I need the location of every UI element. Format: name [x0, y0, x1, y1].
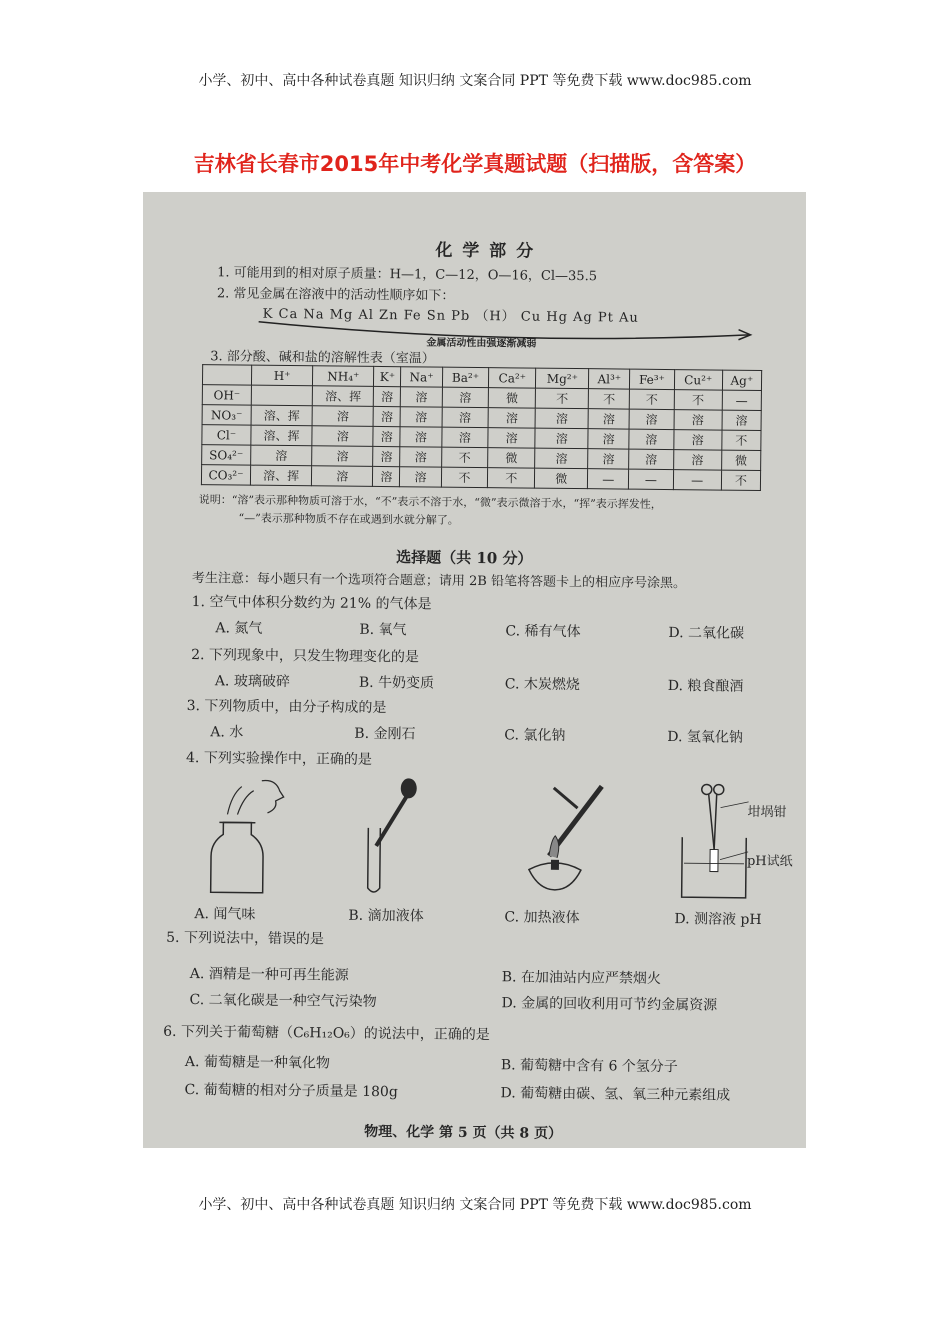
table-cell: 溶: [400, 447, 442, 467]
cation-header: Cu²⁺: [674, 370, 722, 391]
table-cell: 不: [721, 470, 760, 490]
section-title: 化 学 部 分: [435, 240, 536, 262]
option: C. 加热液体: [504, 909, 580, 927]
table-cell: 溶、挥: [251, 425, 312, 446]
option: B. 在加油站内应严禁烟火: [501, 969, 662, 987]
table-cell: —: [588, 469, 629, 489]
table-cell: 不: [441, 467, 488, 487]
smelling-bottle-illustration: [201, 774, 312, 900]
option: D. 测溶液 pH: [674, 911, 762, 929]
table-cell: 不: [488, 468, 535, 488]
table-cell: 溶: [373, 446, 400, 466]
question-stem: 5. 下列说法中，错误的是: [166, 929, 325, 948]
table-cell: 溶: [535, 448, 588, 469]
note-activity: 2. 常见金属在溶液中的活动性顺序如下：: [216, 286, 455, 304]
table-cell: 溶: [629, 409, 674, 429]
table-cell: 溶: [674, 430, 722, 451]
note-atomic-mass: 1. 可能用到的相对原子质量：H—1，C—12，O—16，Cl—35.5: [217, 265, 598, 285]
table-cell: 不: [441, 447, 488, 467]
table-cell: 微: [488, 388, 535, 408]
table-cell: 溶: [588, 449, 629, 469]
table-cell: 溶: [674, 410, 722, 431]
exam-notice: 考生注意：每小题只有一个选项符合题意；请用 2B 铅笔将答题卡上的相应序号涂黑。: [191, 571, 687, 592]
table-cell: [251, 385, 312, 406]
question-stem: 1. 空气中体积分数约为 21% 的气体是: [191, 594, 432, 613]
table-cell: 不: [722, 430, 761, 450]
table-cell: 溶: [400, 407, 442, 427]
activity-series: K Ca Na Mg Al Zn Fe Sn Pb （H） Cu Hg Ag Pt Au: [262, 306, 639, 326]
table-cell: 溶: [629, 429, 674, 449]
option: B. 金刚石: [354, 725, 416, 743]
table-cell: 溶: [400, 467, 442, 487]
dropper-illustration: [346, 776, 437, 902]
mc-heading: 选择题（共 10 分）: [396, 548, 533, 568]
question-stem: 2. 下列现象中，只发生物理变化的是: [191, 647, 420, 666]
table-cell: 溶: [442, 387, 489, 407]
table-cell: 溶: [535, 428, 588, 449]
ph-test-illustration: [676, 779, 757, 905]
anion-header: Cl⁻: [202, 425, 251, 446]
option: D. 粮食酿酒: [667, 678, 744, 695]
table-cell: 溶: [251, 445, 312, 466]
option: C. 葡萄糖的相对分子质量是 180g: [184, 1081, 398, 1101]
anion-header: CO₃²⁻: [201, 465, 250, 486]
table-cell: 溶: [373, 466, 400, 486]
option: A. 酒精是一种可再生能源: [189, 966, 349, 984]
option: C. 二氧化碳是一种空气污染物: [189, 992, 377, 1010]
question-stem: 6. 下列关于葡萄糖（C₆H₁₂O₆）的说法中，正确的是: [163, 1023, 490, 1044]
anion-header: NO₃⁻: [202, 405, 251, 426]
cation-header: Ca²⁺: [489, 368, 536, 388]
anion-header: OH⁻: [202, 385, 251, 406]
table-cell: 溶: [374, 386, 401, 406]
option: D. 二氧化碳: [668, 625, 745, 642]
table-cell: 溶: [535, 408, 588, 429]
table-note-1: 说明：“溶”表示那种物质可溶于水，“不”表示不溶于水，“微”表示微溶于水，“挥”表示挥发性，: [198, 493, 662, 511]
option: D. 金属的回收利用可节约金属资源: [501, 995, 718, 1014]
table-cell: 溶、挥: [251, 405, 312, 426]
table-cell: 微: [535, 468, 588, 489]
question-stem: 3. 下列物质中，由分子构成的是: [186, 697, 387, 717]
document-title: 吉林省长春市2015年中考化学真题试题（扫描版，含答案）: [193, 152, 757, 176]
table-cell: 溶: [373, 406, 400, 426]
table-cell: 不: [629, 389, 674, 409]
table-cell: 溶、挥: [312, 386, 373, 407]
cation-header: Na⁺: [401, 367, 443, 387]
option: C. 氯化钠: [504, 727, 566, 744]
option: A. 葡萄糖是一种氧化物: [184, 1053, 330, 1072]
label-ph-paper: pH试纸: [746, 853, 793, 870]
label-crucible-tongs: 坩埚钳: [747, 804, 787, 821]
table-cell: 溶: [312, 466, 373, 487]
table-cell: 微: [488, 448, 535, 468]
table-cell: —: [673, 470, 721, 491]
cation-header: Al³⁺: [589, 369, 630, 389]
option: A. 玻璃破碎: [214, 673, 290, 691]
table-cell: 溶: [373, 426, 400, 446]
page-number-footer: 物理、化学 第 5 页（共 8 页）: [364, 1123, 563, 1142]
table-cell: 溶: [312, 426, 373, 447]
table-cell: 不: [589, 389, 630, 409]
table-cell: 溶: [488, 428, 535, 448]
cation-header: K⁺: [374, 366, 401, 386]
option: C. 木炭燃烧: [504, 676, 581, 694]
option: B. 牛奶变质: [358, 674, 435, 692]
cation-header: Fe³⁺: [630, 369, 675, 389]
table-cell: 溶: [312, 406, 373, 427]
header-banner: 小学、初中、高中各种试卷真题 知识归纳 文案合同 PPT 等免费下载 www.doc985.com: [198, 73, 752, 89]
scanned-page: [143, 192, 806, 1148]
cation-header: H⁺: [251, 365, 312, 386]
option: A. 闻气味: [194, 906, 256, 923]
option: C. 稀有气体: [505, 623, 581, 641]
heating-liquid-illustration: [511, 777, 622, 903]
cation-header: Ag⁺: [722, 370, 761, 390]
option: B. 氧气: [359, 621, 407, 639]
table-cell: 溶、挥: [250, 465, 311, 486]
table-cell: 不: [674, 390, 722, 411]
note-solubility: 3. 部分酸、碱和盐的溶解性表（室温）: [210, 349, 435, 367]
option: D. 氢氧化钠: [667, 729, 744, 746]
table-cell: 微: [721, 450, 760, 470]
activity-caption: 金属活动性由强逐渐减弱: [426, 337, 537, 350]
table-cell: 溶: [442, 427, 489, 447]
cation-header: Mg²⁺: [536, 368, 589, 389]
table-cell: 溶: [629, 449, 674, 469]
table-cell: 溶: [400, 427, 442, 447]
option: D. 葡萄糖由碳、氢、氧三种元素组成: [500, 1085, 731, 1104]
table-cell: 溶: [673, 450, 721, 471]
option: B. 葡萄糖中含有 6 个氢分子: [500, 1057, 678, 1076]
table-cell: 溶: [722, 410, 761, 430]
question-stem: 4. 下列实验操作中，正确的是: [185, 749, 372, 768]
table-cell: —: [722, 390, 761, 410]
table-note-2: “—”表示那种物质不存在或遇到水就分解了。: [238, 511, 459, 527]
table-cell: 溶: [401, 387, 443, 407]
table-cell: 溶: [588, 429, 629, 449]
table-cell: —: [629, 469, 674, 489]
table-cell: 溶: [312, 446, 373, 467]
option: A. 水: [210, 724, 244, 741]
cation-header: NH₄⁺: [313, 366, 374, 387]
option: B. 滴加液体: [348, 907, 424, 925]
footer-banner: 小学、初中、高中各种试卷真题 知识归纳 文案合同 PPT 等免费下载 www.doc985.com: [198, 1197, 752, 1213]
solubility-table: [201, 364, 762, 491]
table-cell: 溶: [442, 407, 489, 427]
cation-header: Ba²⁺: [442, 367, 489, 387]
option: A. 氮气: [215, 620, 263, 637]
table-cell: 溶: [488, 408, 535, 428]
table-cell: 溶: [588, 409, 629, 429]
table-cell: 不: [536, 388, 589, 409]
anion-header: SO₄²⁻: [202, 445, 251, 466]
